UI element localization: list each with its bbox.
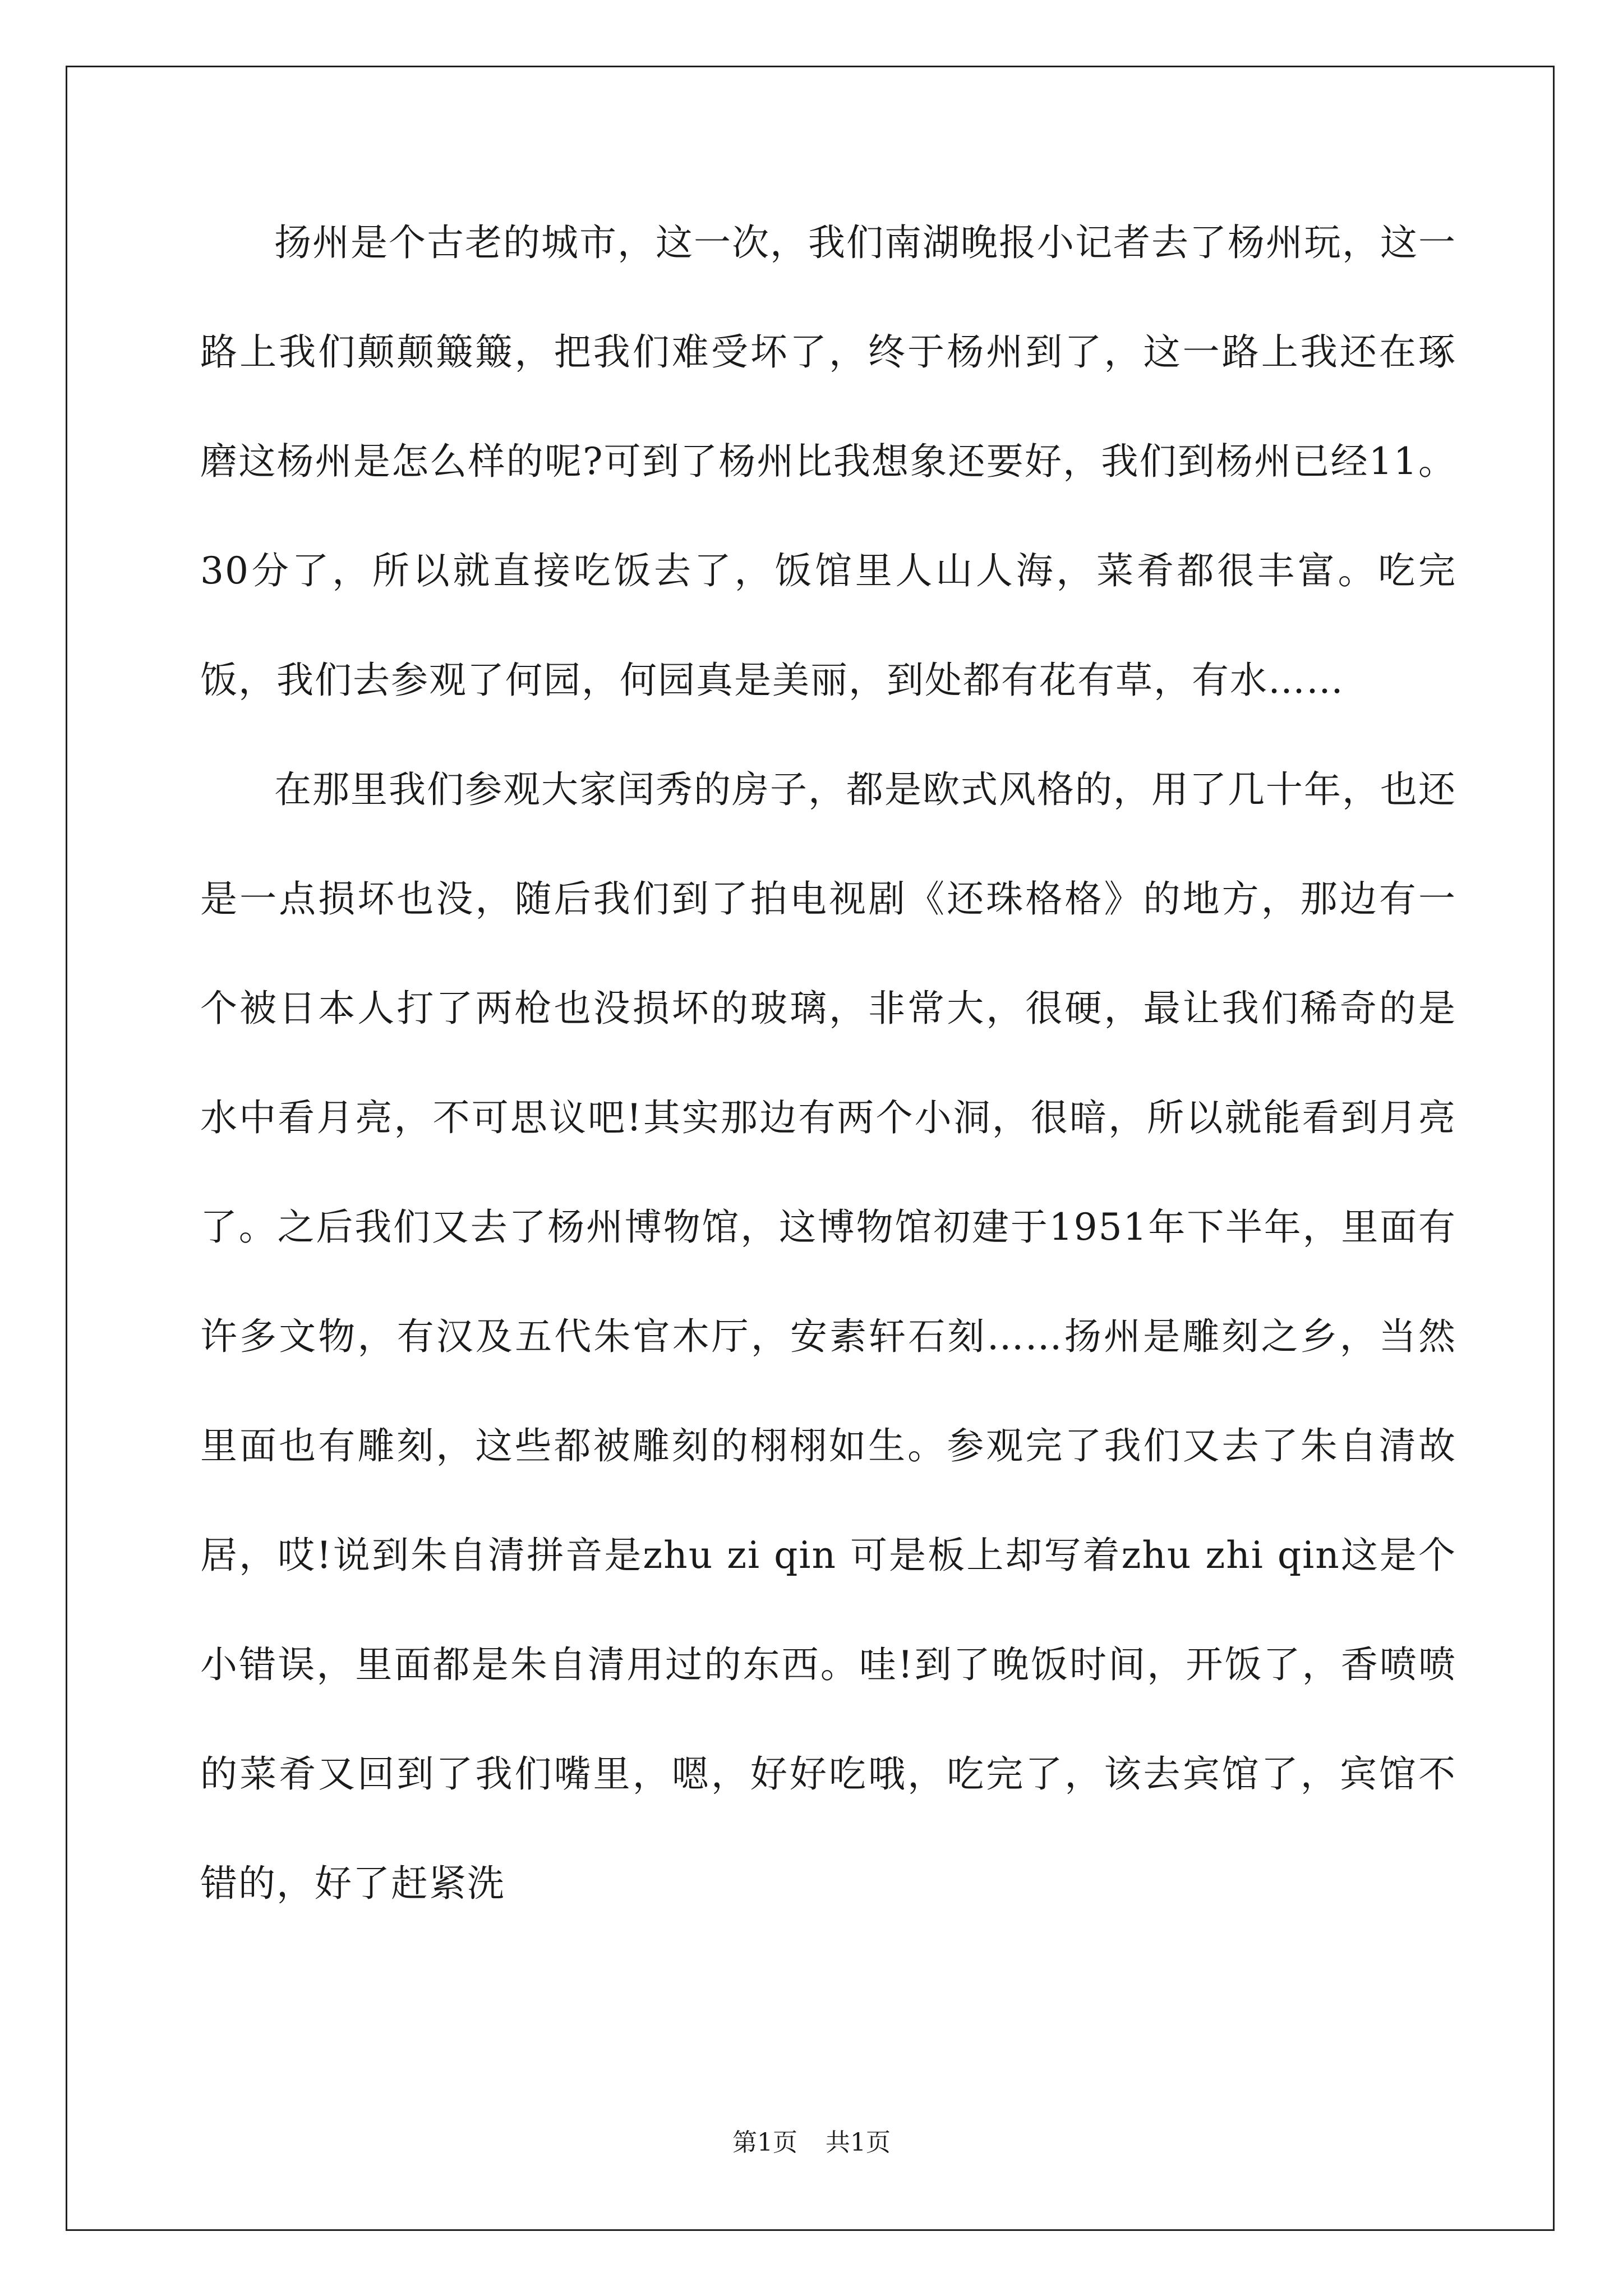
document-body [200,188,1456,1938]
paragraph-1: 扬州是个古老的城市，这一次，我们南湖晚报小记者去了杨州玩，这一路上我们颠颠簸簸，把我们难受坏了，终于杨州到了，这一路上我还在琢磨这杨州是怎么样的呢?可到了杨州比我想象还要好，我们到杨州已经11。30分了，所以就直接吃饭去了，饭馆里人山人海，菜肴都很丰富。吃完饭，我们去参观了何园，何园真是美丽，到处都有花有草，有水…… [200,221,1456,702]
paragraph-2: 在那里我们参观大家闰秀的房子，都是欧式风格的，用了几十年，也还是一点损坏也没，随后我们到了拍电视剧《还珠格格》的地方，那边有一个被日本人打了两枪也没损坏的玻璃，非常大，很硬，最让我们稀奇的是水中看月亮，不可思议吧!其实那边有两个小洞，很暗，所以就能看到月亮了。之后我们又去了杨州博物馆，这博物馆初建于1951年下半年，里面有许多文物，有汉及五代朱官木厅，安素轩石刻……扬州是雕刻之乡，当然里面也有雕刻，这些都被雕刻的栩栩如生。参观完了我们又去了朱自清故居，哎!说到朱自清拼音是zhu zi qin 可是板上却写着zhu zhi qin这是个小错误，里面都是朱自清用过的东西。哇!到了晚饭时间，开饭了，香喷喷的菜肴又回到了我们嘴里，嗯，好好吃哦，吃完了，该去宾馆了，宾馆不错的，好了赶紧洗 [200,768,1456,1905]
page-footer [0,2126,1623,2160]
page-number: 第1页 [732,2128,797,2157]
page-total: 共1页 [826,2128,891,2157]
